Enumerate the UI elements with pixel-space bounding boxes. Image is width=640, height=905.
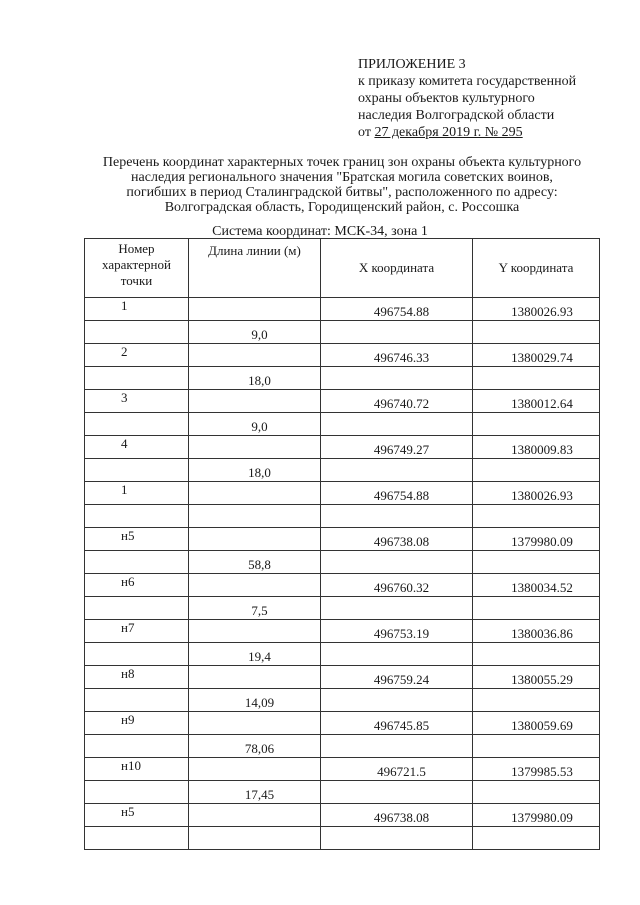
table-row-point — [85, 528, 600, 551]
table-row-length — [85, 459, 600, 482]
title-line-4: Волгоградская область, Городищенский район, с. Россошка — [164, 200, 520, 215]
table-row-point — [85, 712, 600, 735]
table-row-point — [85, 804, 600, 827]
line-length-cell: 7,5 — [189, 597, 321, 620]
point-number-cell: 1 — [85, 482, 189, 505]
appendix-region-line: наследия Волгоградской области — [358, 108, 555, 123]
table-row-point — [85, 758, 600, 781]
table-row-point — [85, 666, 600, 689]
point-number-cell: н5 — [85, 804, 189, 827]
table-row-length — [85, 643, 600, 666]
line-length-cell — [189, 482, 321, 505]
y-coordinate-cell — [473, 367, 600, 390]
appendix-date-prefix: от — [358, 125, 375, 140]
header-x-coordinate: X координата — [321, 239, 473, 298]
y-coordinate-cell: 1379980.09 — [473, 528, 600, 551]
document-title — [82, 155, 602, 215]
y-coordinate-cell: 1380034.52 — [473, 574, 600, 597]
x-coordinate-cell: 496746.33 — [321, 344, 473, 367]
line-length-cell — [189, 574, 321, 597]
x-coordinate-cell: 496745.85 — [321, 712, 473, 735]
table-row-point — [85, 620, 600, 643]
y-coordinate-cell — [473, 413, 600, 436]
point-number-cell: н5 — [85, 528, 189, 551]
point-number-cell — [85, 321, 189, 344]
appendix-date: 27 декабря 2019 г. № 295 — [374, 125, 523, 140]
line-length-cell: 18,0 — [189, 367, 321, 390]
point-number-cell: н7 — [85, 620, 189, 643]
point-number-cell: 4 — [85, 436, 189, 459]
table-row-point — [85, 298, 600, 321]
point-number-cell — [85, 735, 189, 758]
line-length-cell: 58,8 — [189, 551, 321, 574]
x-coordinate-cell: 496754.88 — [321, 298, 473, 321]
y-coordinate-cell — [473, 551, 600, 574]
x-coordinate-cell — [321, 413, 473, 436]
y-coordinate-cell: 1380026.93 — [473, 298, 600, 321]
appendix-date-line — [358, 124, 628, 141]
point-number-cell — [85, 367, 189, 390]
x-coordinate-cell — [321, 551, 473, 574]
table-row-point — [85, 574, 600, 597]
table-row-length — [85, 321, 600, 344]
table-header-row — [85, 239, 600, 298]
x-coordinate-cell — [321, 505, 473, 528]
x-coordinate-cell: 496740.72 — [321, 390, 473, 413]
appendix-header — [358, 56, 628, 141]
y-coordinate-cell: 1380029.74 — [473, 344, 600, 367]
point-number-cell — [85, 459, 189, 482]
point-number-cell: 1 — [85, 298, 189, 321]
x-coordinate-cell — [321, 689, 473, 712]
table-row-blank — [85, 827, 600, 850]
line-length-cell — [189, 712, 321, 735]
line-length-cell — [189, 390, 321, 413]
line-length-cell — [189, 298, 321, 321]
y-coordinate-cell — [473, 459, 600, 482]
point-number-cell: 3 — [85, 390, 189, 413]
point-number-cell — [85, 643, 189, 666]
point-number-cell — [85, 827, 189, 850]
y-coordinate-cell: 1380036.86 — [473, 620, 600, 643]
title-line-3: погибших в период Сталинградской битвы", расположенного по адресу: — [126, 185, 558, 200]
y-coordinate-cell: 1380009.83 — [473, 436, 600, 459]
header-y-coordinate: Y координата — [473, 239, 600, 298]
table-body — [85, 298, 600, 850]
x-coordinate-cell: 496754.88 — [321, 482, 473, 505]
x-coordinate-cell — [321, 321, 473, 344]
appendix-order-line: к приказу комитета государственной — [358, 74, 577, 89]
point-number-cell — [85, 551, 189, 574]
line-length-cell — [189, 666, 321, 689]
point-number-cell — [85, 597, 189, 620]
line-length-cell: 78,06 — [189, 735, 321, 758]
line-length-cell: 17,45 — [189, 781, 321, 804]
y-coordinate-cell — [473, 781, 600, 804]
point-number-cell — [85, 505, 189, 528]
x-coordinate-cell: 496749.27 — [321, 436, 473, 459]
line-length-cell — [189, 827, 321, 850]
table-row-point — [85, 436, 600, 459]
x-coordinate-cell: 496760.32 — [321, 574, 473, 597]
point-number-cell: н8 — [85, 666, 189, 689]
coordinates-table — [84, 238, 600, 850]
x-coordinate-cell — [321, 367, 473, 390]
x-coordinate-cell: 496753.19 — [321, 620, 473, 643]
line-length-cell: 18,0 — [189, 459, 321, 482]
line-length-cell: 14,09 — [189, 689, 321, 712]
point-number-cell: н10 — [85, 758, 189, 781]
appendix-title: ПРИЛОЖЕНИЕ 3 — [358, 57, 466, 72]
y-coordinate-cell — [473, 689, 600, 712]
y-coordinate-cell — [473, 735, 600, 758]
line-length-cell: 9,0 — [189, 413, 321, 436]
x-coordinate-cell — [321, 597, 473, 620]
appendix-committee-line: охраны объектов культурного — [358, 91, 535, 106]
header-point-number: Номер характерной точки — [85, 239, 189, 298]
table-row-length — [85, 551, 600, 574]
point-number-cell — [85, 413, 189, 436]
x-coordinate-cell — [321, 459, 473, 482]
table-row-point — [85, 390, 600, 413]
header-line-length: Длина линии (м) — [189, 239, 321, 298]
x-coordinate-cell: 496721.5 — [321, 758, 473, 781]
x-coordinate-cell: 496738.08 — [321, 528, 473, 551]
y-coordinate-cell — [473, 321, 600, 344]
y-coordinate-cell — [473, 827, 600, 850]
y-coordinate-cell: 1380059.69 — [473, 712, 600, 735]
title-line-2: наследия регионального значения "Братская могила советских воинов, — [131, 170, 553, 185]
line-length-cell — [189, 528, 321, 551]
y-coordinate-cell: 1380012.64 — [473, 390, 600, 413]
line-length-cell — [189, 758, 321, 781]
point-number-cell — [85, 689, 189, 712]
y-coordinate-cell: 1380055.29 — [473, 666, 600, 689]
line-length-cell: 19,4 — [189, 643, 321, 666]
coordinate-system-caption: Система координат: МСК-34, зона 1 — [212, 224, 428, 239]
line-length-cell — [189, 344, 321, 367]
table-row-length — [85, 597, 600, 620]
point-number-cell: 2 — [85, 344, 189, 367]
table-row-point — [85, 344, 600, 367]
point-number-cell: н6 — [85, 574, 189, 597]
y-coordinate-cell: 1379985.53 — [473, 758, 600, 781]
y-coordinate-cell: 1380026.93 — [473, 482, 600, 505]
x-coordinate-cell: 496738.08 — [321, 804, 473, 827]
table-row-length — [85, 689, 600, 712]
y-coordinate-cell: 1379980.09 — [473, 804, 600, 827]
y-coordinate-cell — [473, 597, 600, 620]
line-length-cell: 9,0 — [189, 321, 321, 344]
point-number-cell — [85, 781, 189, 804]
table-row-point — [85, 482, 600, 505]
x-coordinate-cell — [321, 781, 473, 804]
x-coordinate-cell — [321, 735, 473, 758]
x-coordinate-cell: 496759.24 — [321, 666, 473, 689]
table-row-length — [85, 413, 600, 436]
line-length-cell — [189, 505, 321, 528]
x-coordinate-cell — [321, 643, 473, 666]
line-length-cell — [189, 804, 321, 827]
table-row-length — [85, 735, 600, 758]
y-coordinate-cell — [473, 643, 600, 666]
line-length-cell — [189, 620, 321, 643]
table-row-length — [85, 367, 600, 390]
table-row-blank — [85, 505, 600, 528]
point-number-cell: н9 — [85, 712, 189, 735]
title-line-1: Перечень координат характерных точек границ зон охраны объекта культурного — [102, 155, 582, 170]
table-row-length — [85, 781, 600, 804]
line-length-cell — [189, 436, 321, 459]
y-coordinate-cell — [473, 505, 600, 528]
x-coordinate-cell — [321, 827, 473, 850]
